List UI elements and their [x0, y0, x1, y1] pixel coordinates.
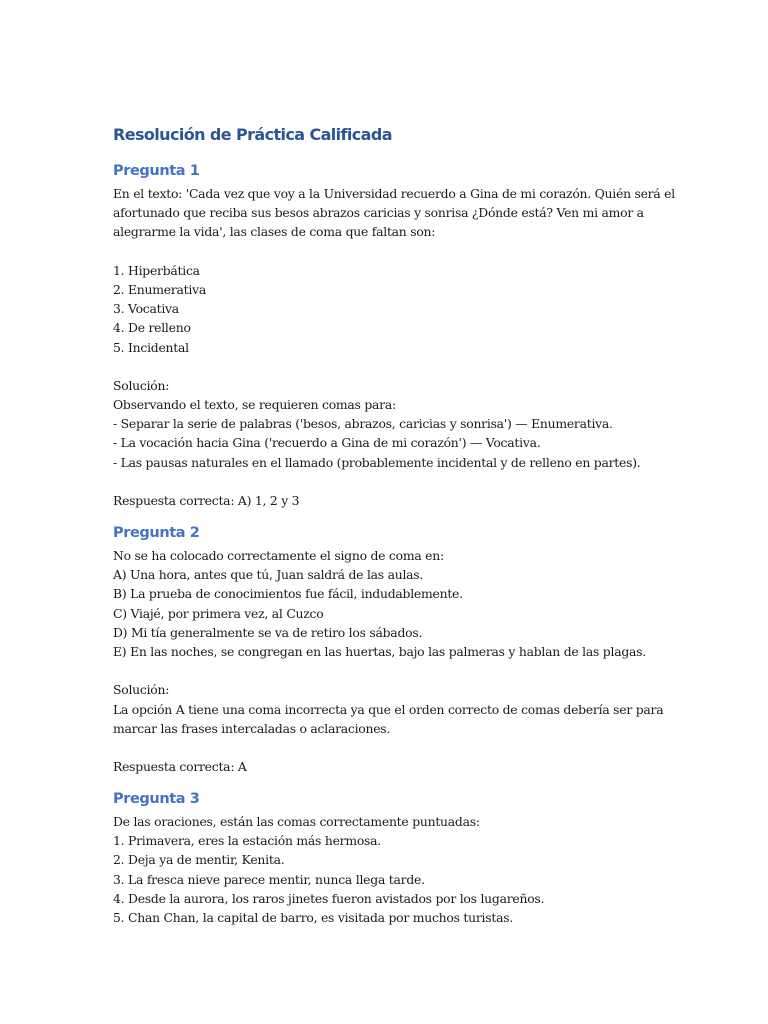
question-2-option: E) En las noches, se congregan en las huertas, bajo las palmeras y hablan de las plagas. — [113, 643, 646, 659]
question-3-option: 5. Chan Chan, la capital de barro, es visitada por muchos turistas. — [113, 909, 514, 925]
question-2-heading: Pregunta 2 — [113, 525, 200, 541]
blank-line — [113, 472, 658, 491]
question-1-stem-line: alegrarme la vida', las clases de coma que faltan son: — [113, 224, 436, 240]
question-1-option: 3. Vocativa — [113, 301, 179, 317]
question-1-stem-line: afortunado que reciba sus besos abrazos caricias y sonrisa ¿Dónde está? Ven mi amor a — [113, 205, 644, 221]
question-3-option: 4. Desde la aurora, los raros jinetes fueron avistados por los lugareños. — [113, 890, 545, 906]
question-1-solution-line: Observando el texto, se requieren comas para: — [113, 397, 396, 413]
question-2-solution-label: Solución: — [113, 682, 170, 698]
question-1 — [113, 162, 675, 510]
question-2-option: B) La prueba de conocimientos fue fácil, indudablemente. — [113, 586, 463, 602]
question-1-solution-line: - Separar la serie de palabras ('besos, abrazos, caricias y sonrisa') — Enumerativa. — [113, 416, 613, 432]
question-1-solution-line: - Las pausas naturales en el llamado (probablemente incidental y de relleno en partes). — [113, 454, 641, 470]
question-1-solution-line: - La vocación hacia Gina ('recuerdo a Gina de mi corazón') — Vocativa. — [113, 435, 541, 451]
question-1-option: 5. Incidental — [113, 339, 189, 355]
question-3-option: 3. La fresca nieve parece mentir, nunca llega tarde. — [113, 871, 425, 887]
question-3 — [113, 790, 658, 927]
blank-line — [113, 738, 658, 757]
question-2-option: A) Una hora, antes que tú, Juan saldrá de las aulas. — [113, 567, 424, 583]
question-2-solution-line: La opción A tiene una coma incorrecta ya que el orden correcto de comas debería ser para — [113, 701, 664, 717]
question-1-answer: Respuesta correcta: A) 1, 2 y 3 — [113, 493, 300, 508]
blank-line — [113, 357, 658, 376]
question-1-option: 4. De relleno — [113, 320, 191, 336]
blank-line — [113, 242, 658, 261]
question-2-answer: Respuesta correcta: A — [113, 759, 247, 775]
question-1-stem-line: En el texto: 'Cada vez que voy a la Universidad recuerdo a Gina de mi corazón. Quién será el — [113, 186, 675, 201]
question-2-option: C) Viajé, por primera vez, al Cuzco — [113, 605, 324, 621]
question-2 — [113, 524, 664, 776]
question-2-option: D) Mi tía generalmente se va de retiro los sábados. — [113, 624, 423, 640]
question-3-option: 1. Primavera, eres la estación más hermosa. — [113, 833, 381, 849]
question-2-stem-line: No se ha colocado correctamente el signo de coma en: — [113, 548, 444, 563]
question-1-solution-label: Solución: — [113, 377, 170, 393]
question-1-option: 2. Enumerativa — [113, 281, 206, 297]
question-1-option: 1. Hiperbática — [113, 262, 200, 278]
question-2-solution-line: marcar las frases intercaladas o aclaraciones. — [113, 720, 391, 736]
document-title: Resolución de Práctica Calificada — [113, 125, 392, 144]
question-3-heading: Pregunta 3 — [113, 791, 200, 807]
question-1-heading: Pregunta 1 — [113, 163, 200, 179]
question-3-stem-line: De las oraciones, están las comas correctamente puntuadas: — [113, 814, 480, 829]
question-3-option: 2. Deja ya de mentir, Kenita. — [113, 852, 285, 868]
blank-line — [113, 661, 658, 680]
